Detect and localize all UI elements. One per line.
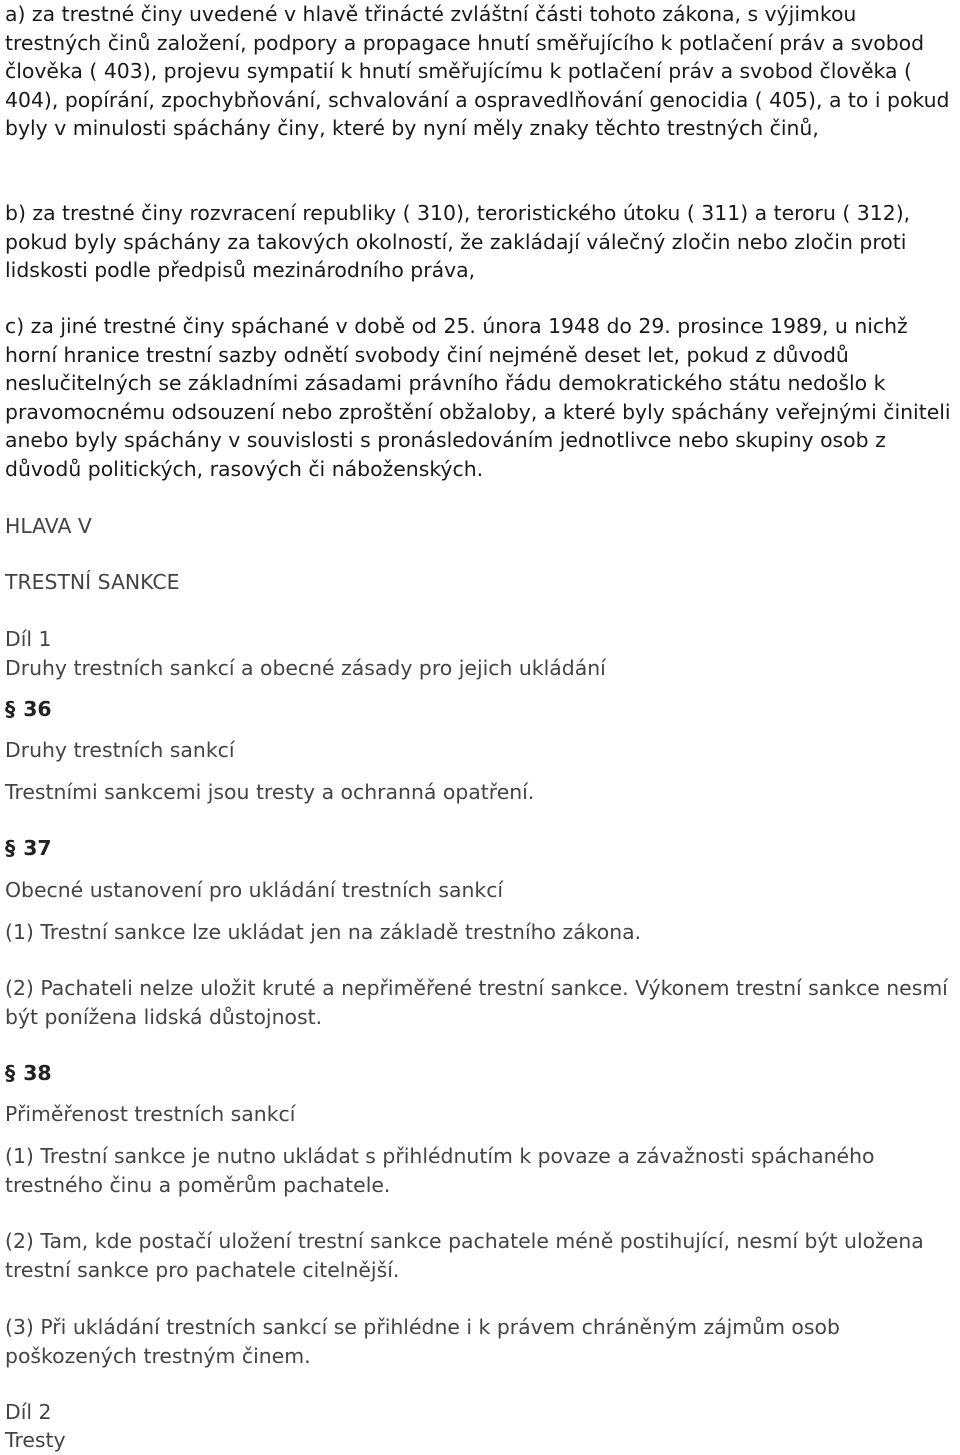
section-number: 36 — [23, 697, 52, 721]
chapter-title: TRESTNÍ SANKCE — [5, 570, 180, 594]
section-number: 37 — [23, 836, 52, 860]
section-36-title: Druhy trestních sankcí — [5, 738, 235, 762]
section-38-para-3: (3) Při ukládání trestních sankcí se přihlédne i k právem chráněným zájmům osob poškozených trestným činem. — [5, 1315, 840, 1368]
item-a: a) za trestné činy uvedené v hlavě třinácté zvláštní části tohoto zákona, s výjimkou trestných činů založení, podpory a propagace hnutí směřujícího k potlačení práv a svobod člověka ( 403), projevu sympatií k hnutí směřujícímu k potlačení práv a svobod člověka ( 404), popírání, zpochybňování, schvalování a ospravedlňování genocidia ( 405), a to i pokud byly v minulosti spáchány činy, které by nyní měly znaky těchto trestných činů, — [5, 2, 950, 141]
section-38-para-2: (2) Tam, kde postačí uložení trestní sankce pachatele méně postihující, nesmí být uložena trestní sankce pro pachatele citelnější. — [5, 1229, 924, 1282]
section-36-text: Trestními sankcemi jsou tresty a ochranná opatření. — [5, 780, 535, 804]
item-c: c) za jiné trestné činy spáchané v době od 25. února 1948 do 29. prosince 1989, u nichž horní hranice trestní sazby odnětí svobody činí nejméně deset let, pokud z důvodů neslučitelných se základními zásadami právního řádu demokratického státu nedošlo k pravomocnému odsouzení nebo zproštění obžaloby, a které byly spáchány veřejnými činiteli anebo byly spáchány v souvislosti s pronásledováním jednotlivce nebo skupiny osob z důvodů politických, rasových či náboženských. — [5, 314, 951, 481]
part-1-title: Druhy trestních sankcí a obecné zásady pro jejich ukládání — [5, 656, 606, 680]
part-2-heading: Díl 2 — [5, 1400, 52, 1424]
item-b: b) za trestné činy rozvracení republiky ( 310), teroristického útoku ( 311) a teroru ( 312), pokud byly spáchány za takových okolností, že zakládají válečný zločin nebo zločin proti lidskosti podle předpisů mezinárodního práva, — [5, 201, 911, 283]
section-symbol: § — [5, 697, 16, 721]
chapter-heading: HLAVA V — [5, 514, 92, 538]
section-36-heading — [5, 695, 52, 724]
section-37-heading — [5, 834, 52, 863]
section-38-para-1: (1) Trestní sankce je nutno ukládat s přihlédnutím k povaze a závažnosti spáchaného trestného činu a poměrům pachatele. — [5, 1144, 875, 1197]
section-37-para-2: (2) Pachateli nelze uložit kruté a nepřiměřené trestní sankce. Výkonem trestní sankce nesmí být ponížena lidská důstojnost. — [5, 976, 948, 1029]
section-37-para-1: (1) Trestní sankce lze ukládat jen na základě trestního zákona. — [5, 920, 642, 944]
part-1-heading: Díl 1 — [5, 627, 52, 651]
section-38-heading — [5, 1059, 52, 1088]
section-symbol: § — [5, 836, 16, 860]
section-38-title: Přiměřenost trestních sankcí — [5, 1102, 296, 1126]
section-symbol: § — [5, 1061, 16, 1085]
section-number: 38 — [23, 1061, 52, 1085]
part-2-title: Tresty — [5, 1428, 66, 1452]
section-37-title: Obecné ustanovení pro ukládání trestních sankcí — [5, 878, 504, 902]
